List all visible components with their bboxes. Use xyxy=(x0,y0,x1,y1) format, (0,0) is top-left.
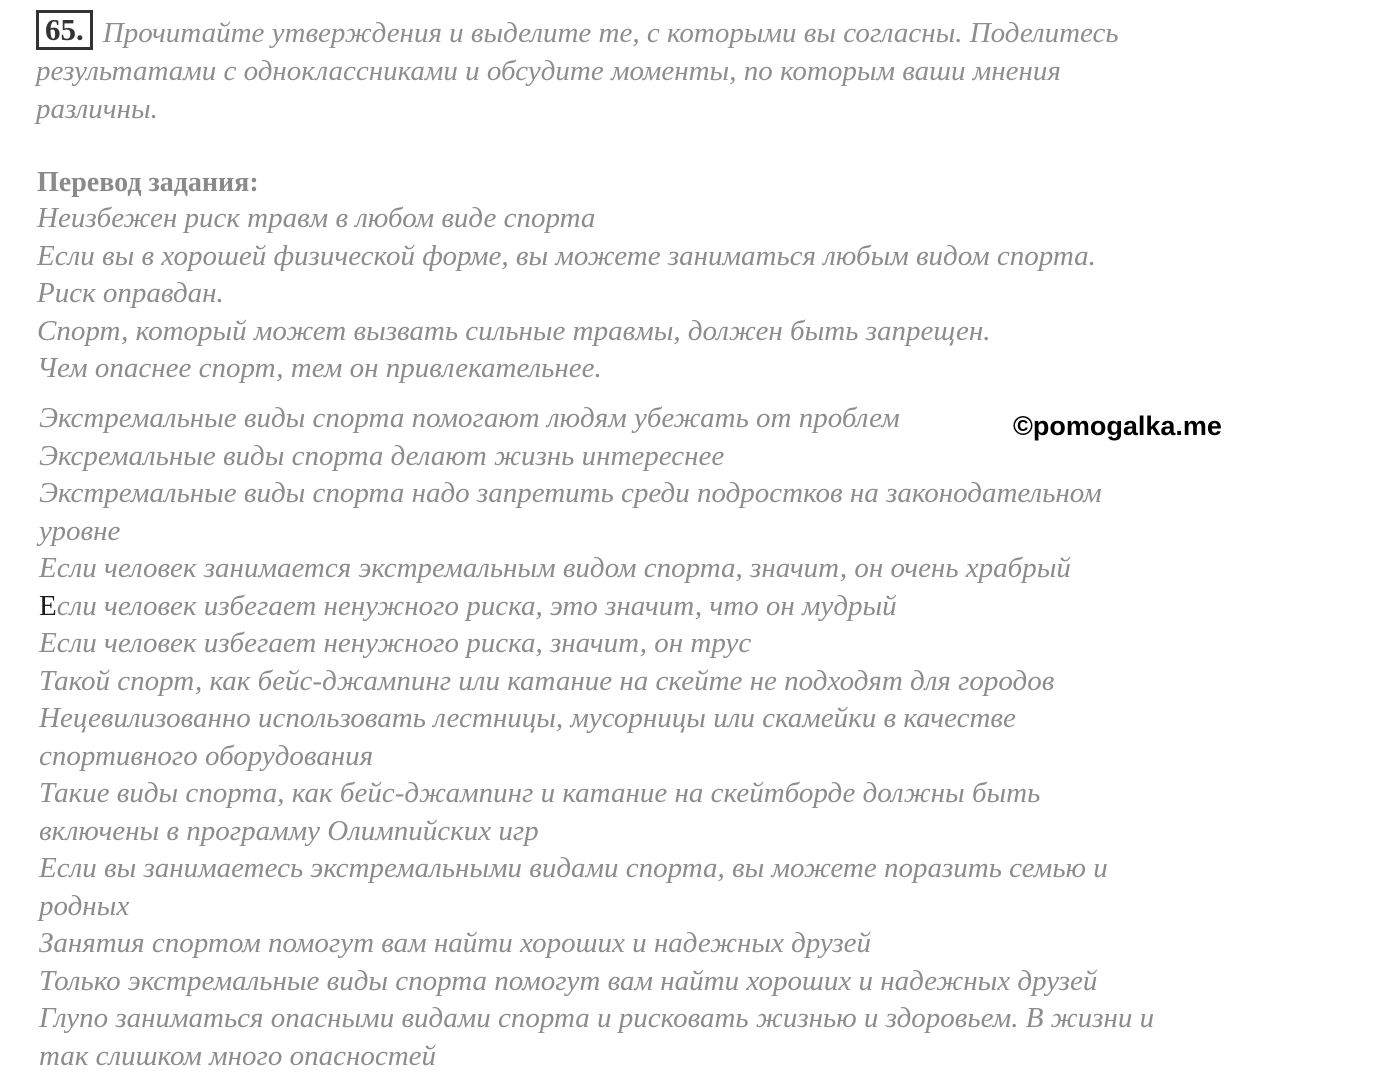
watermark: ©pomogalka.me xyxy=(1013,411,1222,441)
translation-heading: Перевод задания: xyxy=(37,167,259,198)
statement-line: спортивного оборудования xyxy=(39,739,374,772)
statement-line: Если вы в хорошей физической форме, вы можете заниматься любым видом спорта. xyxy=(37,239,1096,272)
statement-line: Экстремальные виды спорта помогают людям убежать от проблем xyxy=(39,402,900,434)
task-instruction xyxy=(36,10,1336,128)
statement-line: включены в программу Олимпийских игр xyxy=(39,814,539,847)
statement-line: так слишком много опасностей xyxy=(39,1039,437,1072)
statement-line: Если человек избегает ненужного риска, значит, он трус xyxy=(39,627,752,659)
statement-line: Спорт, который может вызвать сильные травмы, должен быть запрещен. xyxy=(37,314,991,347)
task-number-badge: 65. xyxy=(36,10,93,50)
statement-line: Только экстремальные виды спорта помогут вам найти хороших и надежных друзей xyxy=(39,964,1098,997)
statement-line: родных xyxy=(39,889,130,922)
statement-line: Нецевилизованно использовать лестницы, мусорницы или скамейки в качестве xyxy=(39,702,1016,734)
statement-first-letter: Е xyxy=(39,589,57,622)
statement-line: Если человек занимается экстремальным видом спорта, значит, он очень храбрый xyxy=(39,552,1071,584)
statement-line: Эксремальные виды спорта делают жизнь интереснее xyxy=(39,439,725,472)
statement-line: Если вы занимаетесь экстремальными видами спорта, вы можете поразить семью и xyxy=(39,852,1108,884)
statement-line-wisdom xyxy=(39,588,1339,626)
task-instruction-text-1: Прочитайте утверждения и выделите те, с которыми вы согласны. Поделитесь xyxy=(102,17,1119,49)
statement-group-2 xyxy=(39,400,1339,1075)
statement-line: Чем опаснее спорт, тем он привлекательнее. xyxy=(37,352,602,384)
task-instruction-line-2: результатами с одноклассниками и обсудите моменты, по которым ваши мнения xyxy=(36,55,1061,87)
statement-line: уровне xyxy=(39,514,121,547)
statement-line: Неизбежен риск травм в любом виде спорта xyxy=(37,202,596,234)
statement-line: Экстремальные виды спорта надо запретить среди подростков на законодательном xyxy=(39,477,1102,509)
task-instruction-line-1 xyxy=(36,10,1336,52)
statement-group-1 xyxy=(37,200,1357,388)
statement-line: Такие виды спорта, как бейс-джампинг и катание на скейтборде должны быть xyxy=(39,777,1041,809)
statement-rest: сли человек избегает ненужного риска, это значит, что он мудрый xyxy=(56,589,897,622)
statement-line: Занятия спортом помогут вам найти хороших и надежных друзей xyxy=(39,927,872,959)
statement-line: Риск оправдан. xyxy=(37,277,224,309)
statement-line: Такой спорт, как бейс-джампинг или катание на скейте не подходят для городов xyxy=(39,664,1055,697)
statement-line: Глупо заниматься опасными видами спорта и рисковать жизнью и здоровьем. В жизни и xyxy=(39,1002,1155,1034)
task-instruction-line-3: различны. xyxy=(36,93,158,125)
